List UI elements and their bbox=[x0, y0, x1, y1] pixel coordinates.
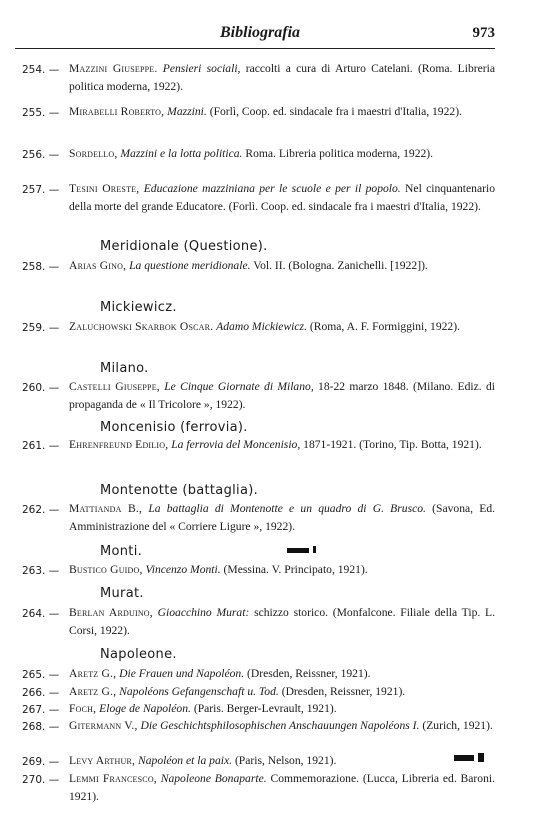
entry-number: 263. — bbox=[22, 565, 60, 577]
entry-number: 257. — bbox=[22, 184, 60, 196]
entry-author: Aretz G., bbox=[69, 667, 117, 680]
entry-details: (Zurich, 1921). bbox=[422, 719, 493, 732]
entry-body bbox=[69, 145, 495, 163]
entry-author: Aretz G., bbox=[69, 685, 117, 698]
entry-body bbox=[69, 665, 495, 683]
entry-author: Mattianda B., bbox=[69, 502, 143, 515]
entry-body bbox=[69, 378, 495, 414]
section-heading: Meridionale (Questione). bbox=[100, 239, 268, 254]
entry-author: Lemmi Francesco, bbox=[69, 772, 157, 785]
entry-number: 259. — bbox=[22, 322, 60, 334]
entry-number: 264. — bbox=[22, 608, 60, 620]
entry-number: 255. — bbox=[22, 107, 60, 119]
entry-details: (Paris. Berger-Levrault, 1921). bbox=[193, 702, 337, 715]
entry-body bbox=[69, 700, 495, 718]
entry-body bbox=[69, 500, 495, 536]
section-heading: Monti. bbox=[100, 544, 143, 559]
entry-author: Foch, bbox=[69, 702, 97, 715]
section-heading: Mickiewicz. bbox=[100, 300, 177, 315]
entry-number: 262. — bbox=[22, 504, 60, 516]
entry-body bbox=[69, 770, 495, 806]
entry-author: Levy Arthur, bbox=[69, 754, 136, 767]
entry-number: 268. — bbox=[22, 721, 60, 733]
entry-title: Mazzini. bbox=[167, 105, 207, 118]
entry-author: Ehrenfreund Edilio, bbox=[69, 438, 169, 451]
entry-author: Zaluchowski Skarbok Oscar. bbox=[69, 320, 214, 333]
entry-author: Bustico Guido, bbox=[69, 563, 143, 576]
entry-author: Berlan Arduino, bbox=[69, 606, 153, 619]
entry-title: Napoléons Gefangenschaft u. Tod. bbox=[119, 685, 279, 698]
entry-author: Gitermann V., bbox=[69, 719, 138, 732]
entry-number: 260. — bbox=[22, 382, 60, 394]
entry-number: 256. — bbox=[22, 149, 60, 161]
entry-body bbox=[69, 257, 495, 275]
section-heading: Napoleone. bbox=[100, 647, 177, 662]
entry-details: Vol. II. (Bologna. Zanichelli. [1922]). bbox=[253, 259, 428, 272]
section-heading: Montenotte (battaglia). bbox=[100, 483, 259, 498]
entry-number: 254. — bbox=[22, 64, 60, 76]
entry-number: 269. — bbox=[22, 756, 60, 768]
entry-author: Arias Gino, bbox=[69, 259, 127, 272]
entry-author: Mirabelli Roberto, bbox=[69, 105, 165, 118]
entry-details: Roma. Libreria politica moderna, 1922). bbox=[245, 147, 434, 160]
entry-title: Educazione mazziniana per le scuole e per il popolo. bbox=[143, 182, 401, 195]
entry-body bbox=[69, 180, 495, 216]
entry-details: Commemorazione. (Lucca, Libreria ed. Baroni. 1921). bbox=[69, 772, 495, 803]
entry-title: Adamo Mickiewicz. bbox=[216, 320, 307, 333]
entry-body bbox=[69, 436, 495, 454]
entry-body bbox=[69, 717, 495, 735]
entry-details: (Paris, Nelson, 1921). bbox=[234, 754, 337, 767]
entry-details: 1871-1921. (Torino, Tip. Botta, 1921). bbox=[303, 438, 482, 451]
entry-details: 18-22 marzo 1848. (Milano. Ediz. di propaganda de « Il Tricolore », 1922). bbox=[69, 380, 495, 411]
entry-details: (Dresden, Reissner, 1921). bbox=[247, 667, 371, 680]
entry-author: Tesini Oreste, bbox=[69, 182, 140, 195]
entry-details: (Roma, A. F. Formiggini, 1922). bbox=[309, 320, 460, 333]
section-heading: Moncenisio (ferrovia). bbox=[100, 420, 248, 435]
entry-body bbox=[69, 752, 495, 770]
entry-body bbox=[69, 103, 495, 121]
entry-title: Le Cinque Giornate di Milano, bbox=[164, 380, 314, 393]
entry-title: La ferrovia del Moncenisio, bbox=[171, 438, 301, 451]
entry-body bbox=[69, 318, 495, 336]
section-heading: Murat. bbox=[100, 586, 144, 601]
entry-details: (Forlì, Coop. ed. sindacale fra i maestri d'Italia, 1922). bbox=[209, 105, 462, 118]
entry-title: Die Frauen und Napoléon. bbox=[119, 667, 245, 680]
entry-details: raccolti a cura di Arturo Catelani. (Roma. Libreria politica moderna, 1922). bbox=[69, 62, 495, 93]
page-header bbox=[15, 22, 495, 46]
entry-details: (Dresden, Reissner, 1921). bbox=[281, 685, 406, 698]
entry-number: 258. — bbox=[22, 261, 60, 273]
entry-author: Mazzini Giuseppe. bbox=[69, 62, 158, 75]
entry-title: Vincenzo Monti. bbox=[145, 563, 221, 576]
ink-smudge bbox=[313, 546, 316, 553]
entry-number: 261. — bbox=[22, 440, 60, 452]
entry-body bbox=[69, 604, 495, 640]
entry-author: Castelli Giuseppe, bbox=[69, 380, 160, 393]
entry-details: (Messina. V. Principato, 1921). bbox=[223, 563, 368, 576]
entry-number: 270. — bbox=[22, 774, 60, 786]
entry-number: 265. — bbox=[22, 669, 60, 681]
entry-title: La questione meridionale. bbox=[129, 259, 251, 272]
entry-number: 266. — bbox=[22, 687, 60, 699]
entry-title: La battaglia di Montenotte e un quadro di G. Brusco. bbox=[148, 502, 426, 515]
entry-title: Gioacchino Murat: bbox=[157, 606, 250, 619]
entry-details: Nel cinquantenario della morte del grande Educatore. (Forlì. Coop. ed. sindacale fra i maestri d'Italia, 1922). bbox=[69, 182, 495, 213]
entry-body bbox=[69, 60, 495, 96]
entry-title: Napoleone Bonaparte. bbox=[160, 772, 267, 785]
entry-title: Mazzini e la lotta politica. bbox=[120, 147, 243, 160]
entry-title: Napoléon et la paix. bbox=[138, 754, 233, 767]
entry-body bbox=[69, 561, 495, 579]
entry-number: 267. — bbox=[22, 704, 60, 716]
entry-title: Pensieri sociali, bbox=[162, 62, 241, 75]
entry-body bbox=[69, 683, 495, 701]
running-title: Bibliografia bbox=[220, 24, 301, 41]
entry-author: Sordello, bbox=[69, 147, 118, 160]
entry-title: Eloge de Napoléon. bbox=[99, 702, 191, 715]
page-number: 973 bbox=[472, 25, 495, 41]
entry-details: (Savona, Ed. Amministrazione del « Corriere Ligure », 1922). bbox=[69, 502, 496, 533]
entry-title: Die Geschichtsphilosophischen Anschauungen Napoléons I. bbox=[140, 719, 420, 732]
ink-smudge bbox=[287, 548, 309, 553]
header-rule bbox=[15, 48, 495, 49]
entry-details: schizzo storico. (Monfalcone. Filiale della Tip. L. Corsi, 1922). bbox=[69, 606, 495, 637]
ink-smudge bbox=[478, 753, 484, 762]
section-heading: Milano. bbox=[100, 361, 149, 376]
ink-smudge bbox=[454, 755, 474, 761]
